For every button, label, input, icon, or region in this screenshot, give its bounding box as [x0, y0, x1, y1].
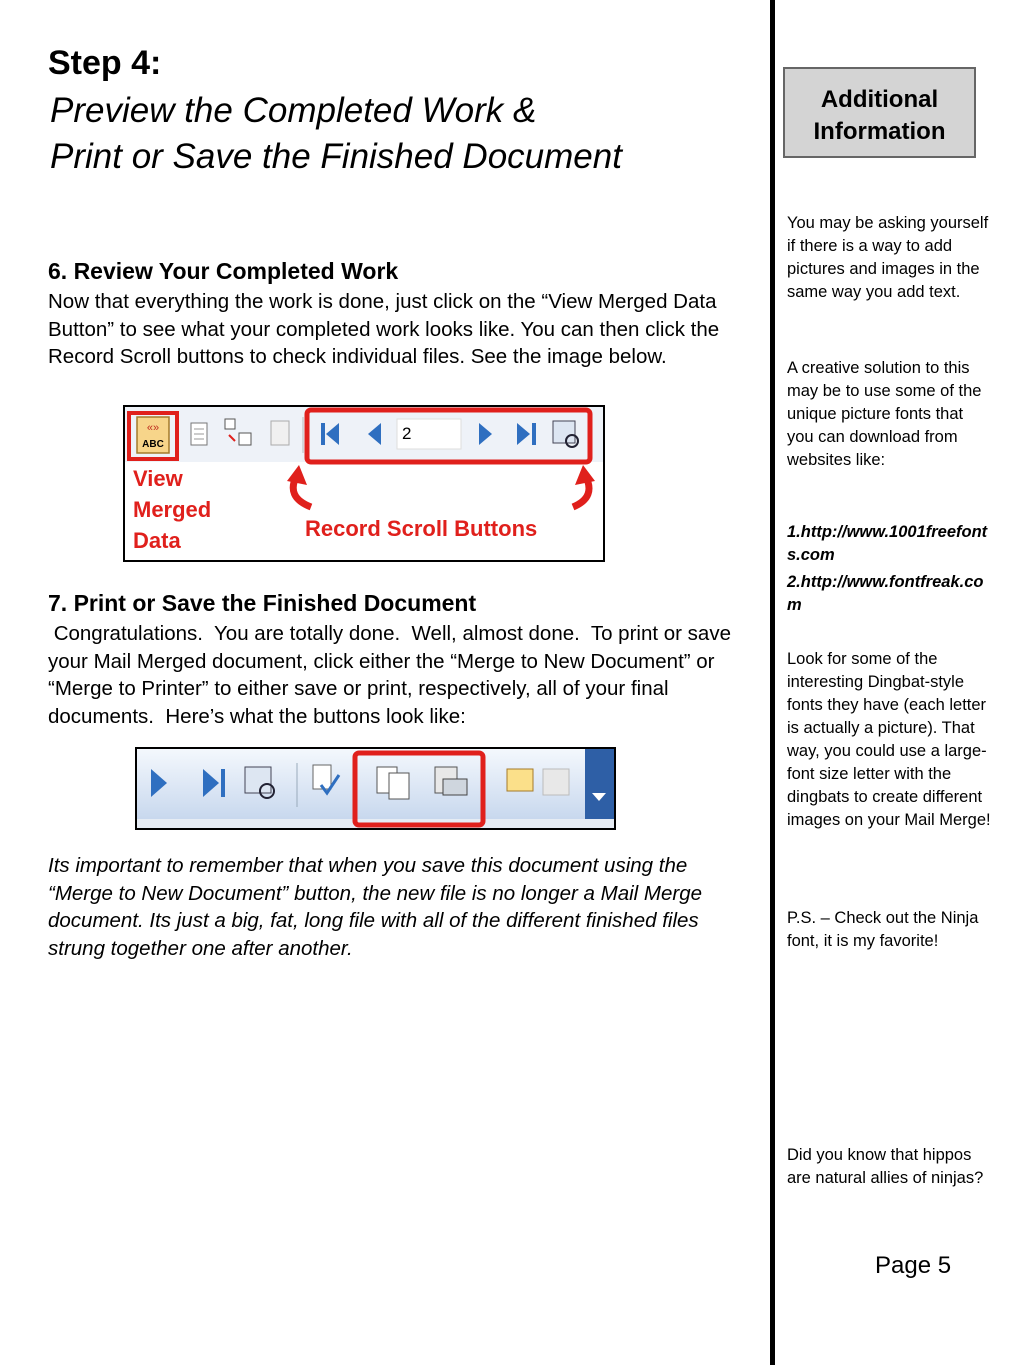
step-title: Step 4: — [48, 44, 162, 82]
subtitle-line-2: Print or Save the Finished Document — [50, 137, 622, 176]
record-scroll-label: Record Scroll Buttons — [305, 516, 538, 541]
page-number: Page 5 — [875, 1252, 952, 1279]
section-6-heading: 6. Review Your Completed Work — [48, 258, 399, 284]
link-fontfreak[interactable]: 2.http://www.fontfreak.com — [787, 573, 984, 614]
toolbar-screenshot-1 — [125, 407, 603, 560]
subtitle-line-1: Preview the Completed Work & — [50, 91, 537, 130]
section-7-body: Congratulations. You are totally done. Well, almost done. To print or save your Mail Merged document, click either the “Merge to New Document” or “Merge to Printer” to either save or print, respectively, all of your final documents. Here’s what the buttons look like: — [48, 622, 737, 728]
toolbar-screenshot-2 — [137, 749, 614, 828]
merge-to-fax-icon — [543, 769, 569, 795]
table-icon — [225, 419, 235, 429]
find-record-icon — [553, 421, 575, 443]
view-merged-data-figure — [123, 405, 605, 562]
sidebar-paragraph-3: Look for some of the interesting Dingbat-style fonts they have (each letter is actually a picture). That way, you could use a large-font size letter with the dingbats to create different images on your Mail Merge! — [787, 650, 991, 829]
merge-to-email-icon — [507, 769, 533, 791]
sidebar-link-2[interactable] — [787, 571, 992, 617]
additional-information-box — [783, 67, 976, 158]
view-label: View — [133, 466, 183, 491]
merge-buttons-figure — [135, 747, 616, 830]
merged-label: Merged — [133, 497, 212, 522]
merge-note: Its important to remember that when you save this document using the “Merge to New Document” button, the new file is no longer a Mail Merge document. Its just a big, fat, long file with all of the different finished files strung together one after another. — [48, 854, 703, 960]
record-number-text: 2 — [402, 424, 412, 443]
refresh-icon — [271, 421, 289, 445]
data-label: Data — [133, 528, 181, 553]
chevron-text: «» — [146, 422, 160, 434]
section-7-heading: 7. Print or Save the Finished Document — [48, 590, 477, 616]
sidebar-link-1[interactable] — [787, 521, 992, 567]
toolbar-options-icon — [585, 749, 614, 819]
sidebar-paragraph-2: A creative solution to this may be to use some of the unique picture fonts that you can download from websites like: — [787, 359, 982, 469]
sidebar-paragraph-5: Did you know that hippos are natural allies of ninjas? — [787, 1146, 984, 1187]
section-6-body: Now that everything the work is done, just click on the “View Merged Data Button” to see what your completed work looks like. You can then click the Record Scroll buttons to check individual files. See the image below. — [48, 290, 720, 368]
step-subtitle — [50, 88, 750, 180]
abc-text: ABC — [142, 439, 164, 450]
sidebar-paragraph-4: P.S. – Check out the Ninja font, it is my favorite! — [787, 909, 979, 950]
info-box-line-2: Information — [813, 118, 946, 145]
info-box-line-1: Additional — [820, 86, 939, 113]
column-divider — [770, 0, 775, 1365]
sidebar-paragraph-1: You may be asking yourself if there is a way to add pictures and images in the same way you add text. — [787, 214, 989, 301]
link-1001freefonts[interactable]: 1.http://www.1001freefonts.com — [787, 523, 988, 564]
find-record-icon — [245, 767, 271, 793]
